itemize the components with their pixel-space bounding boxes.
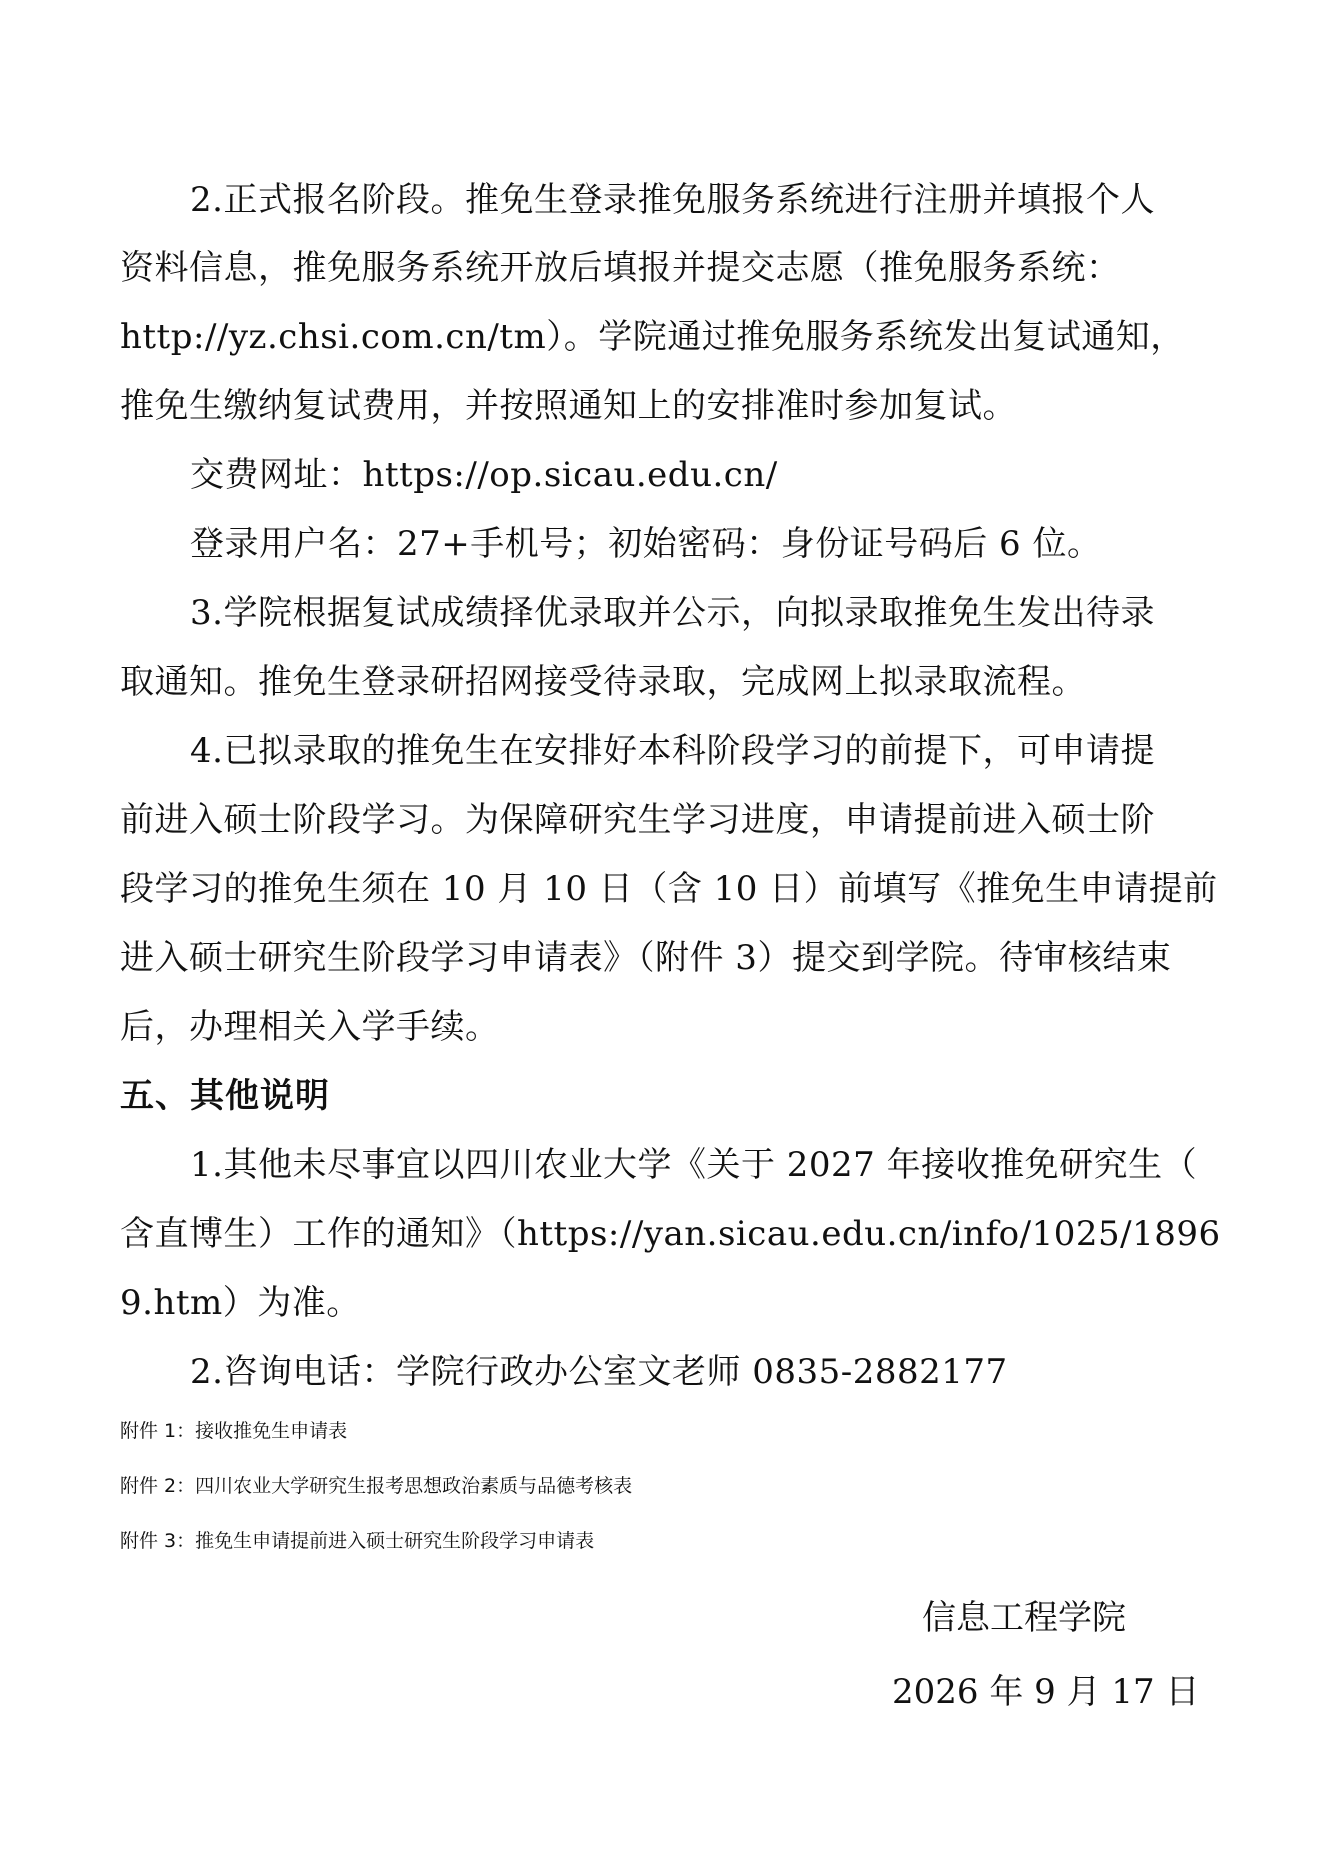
attachment-3: 附件 3：推免生申请提前进入硕士研究生阶段学习申请表 bbox=[120, 1530, 595, 1552]
signature-org: 信息工程学院 bbox=[922, 1598, 1126, 1638]
item2-line-3: http://yz.chsi.com.cn/tm）。学院通过推免服务系统发出复试通知， bbox=[120, 317, 1185, 357]
item2-line-2: 资料信息，推免服务系统开放后填报并提交志愿（推免服务系统： bbox=[120, 248, 1121, 288]
item2-line-1: 2.正式报名阶段。推免生登录推免服务系统进行注册并填报个人 bbox=[190, 180, 1155, 220]
item2-line-4: 推免生缴纳复试费用，并按照通知上的安排准时参加复试。 bbox=[120, 386, 1017, 426]
item4-line-2: 前进入硕士阶段学习。为保障研究生学习进度，申请提前进入硕士阶 bbox=[120, 800, 1155, 840]
fee-url-line: 交费网址：https://op.sicau.edu.cn/ bbox=[190, 455, 778, 495]
login-line: 登录用户名：27+手机号；初始密码：身份证号码后 6 位。 bbox=[190, 524, 1102, 564]
section5-item1-line-2: 含直博生）工作的通知》（https://yan.sicau.edu.cn/info/1025/1896 bbox=[120, 1214, 1221, 1254]
item4-line-3: 段学习的推免生须在 10 月 10 日（含 10 日）前填写《推免生申请提前 bbox=[120, 869, 1218, 909]
item3-line-2: 取通知。推免生登录研招网接受待录取，完成网上拟录取流程。 bbox=[120, 662, 1086, 702]
attachment-2: 附件 2：四川农业大学研究生报考思想政治素质与品德考核表 bbox=[120, 1475, 633, 1497]
signature-date: 2026 年 9 月 17 日 bbox=[892, 1672, 1200, 1712]
section5-heading: 五、其他说明 bbox=[120, 1076, 330, 1116]
section5-item1-line-1: 1.其他未尽事宜以四川农业大学《关于 2027 年接收推免研究生（ bbox=[190, 1145, 1198, 1185]
item4-line-4: 进入硕士研究生阶段学习申请表》（附件 3）提交到学院。待审核结束 bbox=[120, 938, 1172, 978]
section5-item2-line: 2.咨询电话：学院行政办公室文老师 0835-2882177 bbox=[190, 1352, 1008, 1392]
item4-line-5: 后，办理相关入学手续。 bbox=[120, 1007, 500, 1047]
item3-line-1: 3.学院根据复试成绩择优录取并公示，向拟录取推免生发出待录 bbox=[190, 593, 1155, 633]
section5-item1-line-3: 9.htm）为准。 bbox=[120, 1283, 361, 1323]
attachment-1: 附件 1：接收推免生申请表 bbox=[120, 1420, 348, 1442]
item4-line-1: 4.已拟录取的推免生在安排好本科阶段学习的前提下，可申请提 bbox=[190, 731, 1155, 771]
